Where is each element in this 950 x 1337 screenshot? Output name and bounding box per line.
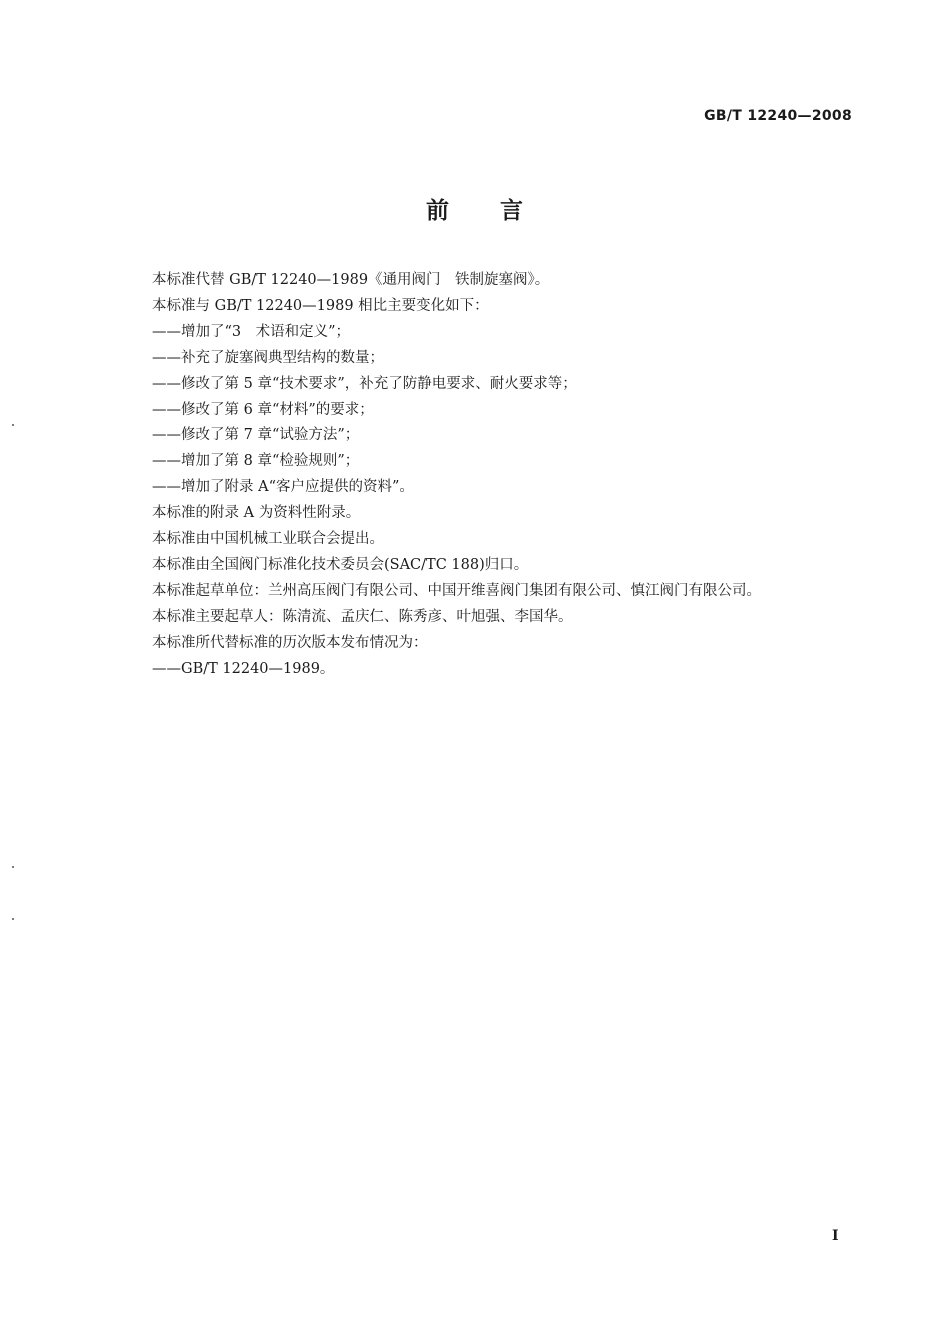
scan-speck xyxy=(12,424,14,426)
paragraph-line: 本标准代替 GB/T 12240—1989《通用阀门 铁制旋塞阀》。 xyxy=(152,272,550,288)
list-item: ——增加了“3 术语和定义”； xyxy=(152,323,351,340)
list-item: ——修改了第 6 章“材料”的要求； xyxy=(152,401,374,418)
paragraph-line: 本标准由中国机械工业联合会提出。 xyxy=(152,531,384,548)
list-item: ——修改了第 7 章“试验方法”； xyxy=(152,427,360,444)
page-number: I xyxy=(832,1228,839,1244)
paragraph-line: 本标准起草单位：兰州高压阀门有限公司、中国开维喜阀门集团有限公司、慎江阀门有限公司。 xyxy=(152,582,761,599)
list-item: ——修改了第 5 章“技术要求”，补充了防静电要求、耐火要求等； xyxy=(152,375,577,392)
foreword-body xyxy=(152,268,872,683)
list-item: ——补充了旋塞阀典型结构的数量； xyxy=(152,349,384,366)
paragraph-line: 本标准主要起草人：陈清流、孟庆仁、陈秀彦、叶旭强、李国华。 xyxy=(152,608,573,625)
page-title xyxy=(0,192,950,225)
list-item: ——增加了第 8 章“检验规则”； xyxy=(152,453,360,470)
list-item: ——增加了附录 A“客户应提供的资料”。 xyxy=(152,479,414,496)
scan-speck xyxy=(12,866,14,868)
title-char-2: 言 xyxy=(500,198,524,224)
paragraph-line: 本标准与 GB/T 12240—1989 相比主要变化如下： xyxy=(152,297,489,314)
standard-number: GB/T 12240—2008 xyxy=(704,108,852,124)
paragraph-line: 本标准的附录 A 为资料性附录。 xyxy=(152,505,361,522)
scan-speck xyxy=(12,918,14,920)
paragraph-line: 本标准所代替标准的历次版本发布情况为： xyxy=(152,634,428,651)
list-item: ——GB/T 12240—1989。 xyxy=(152,660,335,677)
paragraph-line: 本标准由全国阀门标准化技术委员会(SAC/TC 188)归口。 xyxy=(152,556,529,573)
title-char-1: 前 xyxy=(426,198,450,224)
